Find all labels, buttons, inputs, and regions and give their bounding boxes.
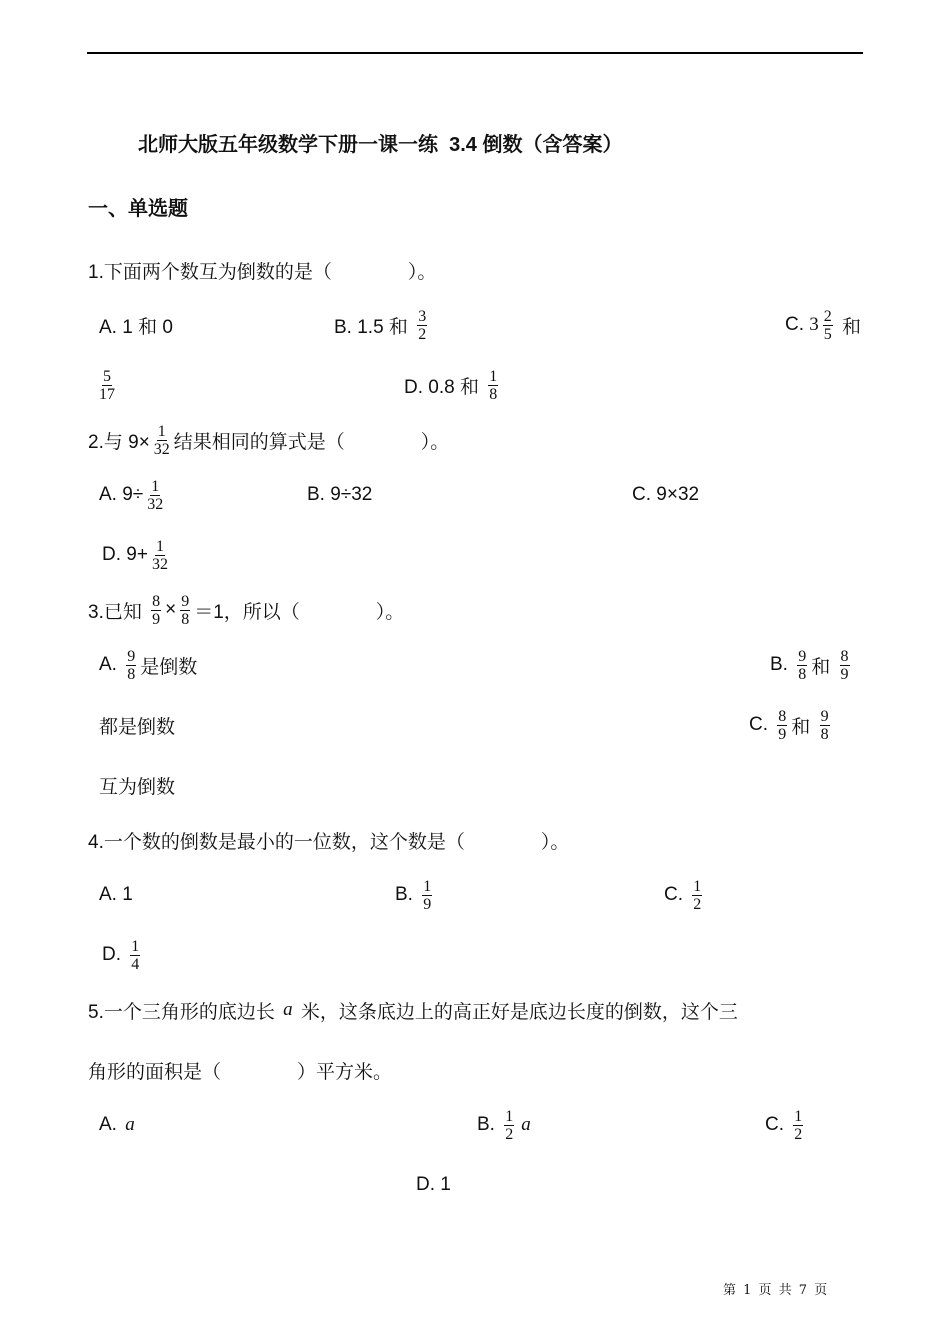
fraction: [417, 308, 427, 343]
text: C.: [664, 884, 689, 905]
text: ＝1，所以（ ）。: [194, 601, 405, 623]
text: ×: [165, 599, 177, 620]
fraction-numerator: 1: [505, 1107, 514, 1125]
text: C. 9×32: [632, 484, 700, 505]
question-3-option-b: [770, 645, 854, 685]
fraction-numerator: 1: [157, 422, 166, 440]
text: 4.一个数的倒数是最小的一位数，这个数是（ ）。: [88, 831, 570, 853]
fraction: [777, 708, 787, 743]
fraction-denominator: 8: [489, 385, 498, 403]
fraction: [130, 938, 140, 973]
text: D. 9+: [102, 544, 148, 565]
fraction: [147, 478, 163, 513]
fraction-numerator: 1: [131, 937, 140, 955]
question-4-stem: [88, 820, 569, 860]
question-1-option-d: [404, 365, 502, 405]
fraction-numerator: 1: [155, 537, 164, 555]
text: D. 1: [416, 1174, 451, 1195]
fraction-numerator: 8: [152, 592, 161, 610]
fraction-denominator: 8: [820, 725, 829, 743]
text: D. 0.8 和: [404, 376, 485, 398]
fraction-denominator: 8: [798, 665, 807, 683]
text: B. 9÷32: [307, 484, 373, 505]
question-4-option-c: [664, 875, 706, 915]
fraction: [692, 878, 702, 913]
fraction: [422, 878, 432, 913]
text: B.: [770, 654, 794, 675]
fraction-denominator: 2: [794, 1125, 803, 1143]
fraction-denominator: 2: [418, 325, 427, 343]
text: 和: [811, 656, 836, 678]
fraction-numerator: 1: [489, 367, 498, 385]
text: 5.一个三角形的底边长: [88, 1001, 281, 1023]
question-5-option-b: [477, 1105, 534, 1145]
fraction: [99, 368, 115, 403]
text: B. 1.5 和: [334, 316, 414, 338]
text: 互为倒数: [99, 776, 176, 798]
variable: a: [521, 1114, 531, 1135]
fraction-denominator: 32: [151, 555, 168, 573]
question-5-option-c: [765, 1105, 807, 1145]
question-3-option-c: [749, 705, 834, 745]
fraction-numerator: 9: [798, 647, 807, 665]
page-number: 第 1 页 共 7 页: [723, 1283, 828, 1298]
fraction: [504, 1108, 514, 1143]
question-2-option-d: [102, 535, 172, 575]
text: C.: [765, 1114, 790, 1135]
fraction-numerator: 9: [820, 707, 829, 725]
fraction: [797, 648, 807, 683]
text: 结果相同的算式是（ ）。: [173, 431, 450, 453]
text: C.: [785, 314, 810, 335]
document-title: [138, 122, 622, 162]
question-4-option-d: [102, 935, 144, 975]
question-2-option-b: [307, 475, 372, 515]
text: 北师大版五年级数学下册一课一练 3.4 倒数（含答案）: [138, 133, 623, 156]
fraction-denominator: 2: [693, 895, 702, 913]
text: 3.已知: [88, 601, 148, 623]
question-3-option-b-continued: [99, 705, 175, 745]
text: 2.与 9×: [88, 431, 150, 453]
question-1-option-b: [334, 305, 431, 345]
fraction-numerator: 2: [823, 307, 832, 325]
question-3-option-c-continued: [99, 765, 175, 805]
text: 角形的面积是（ ）平方米。: [88, 1061, 393, 1083]
question-3-option-a: [99, 645, 197, 685]
text: B.: [395, 884, 419, 905]
variable: a: [125, 1114, 135, 1135]
fraction-denominator: 9: [840, 665, 849, 683]
text: 和: [836, 316, 862, 338]
text: D.: [102, 944, 127, 965]
fraction-numerator: 1: [423, 877, 432, 895]
variable: a: [283, 999, 293, 1020]
fraction: [488, 368, 498, 403]
text: B.: [477, 1114, 501, 1135]
question-2-option-c: [632, 475, 699, 515]
question-5-stem-line-2: [88, 1050, 392, 1090]
question-4-option-a: [99, 875, 133, 915]
text: A. 1 和 0: [99, 316, 173, 338]
text: C.: [749, 714, 774, 735]
question-3-stem: [88, 590, 404, 630]
fraction-denominator: 32: [147, 495, 164, 513]
fraction-numerator: 1: [151, 477, 160, 495]
fraction: [126, 648, 136, 683]
text: 米，这条底边上的高正好是底边长度的倒数，这个三: [295, 1001, 738, 1023]
fraction-denominator: 17: [99, 385, 115, 403]
fraction-denominator: 2: [505, 1125, 514, 1143]
question-2-stem: [88, 420, 449, 460]
question-2-option-a: [99, 475, 167, 515]
section-heading: [88, 186, 188, 226]
question-5-option-a: [99, 1105, 138, 1145]
text: A. 9÷: [99, 484, 144, 505]
fraction-numerator: 9: [181, 592, 190, 610]
fraction-numerator: 8: [778, 707, 787, 725]
fraction: [793, 1108, 803, 1143]
text: A.: [99, 1114, 123, 1135]
text: A. 1: [99, 884, 133, 905]
header-rule: [87, 52, 863, 54]
fraction: [823, 308, 833, 343]
text: 都是倒数: [99, 716, 176, 738]
question-1-option-a: [99, 305, 173, 345]
text: 一、单选题: [88, 197, 188, 220]
fraction: [151, 593, 161, 628]
question-5-stem-line-1: [88, 990, 738, 1030]
fraction-denominator: 4: [131, 955, 140, 973]
text: 1.下面两个数互为倒数的是（ ）。: [88, 261, 437, 283]
fraction-numerator: 3: [418, 307, 427, 325]
fraction-denominator: 8: [127, 665, 136, 683]
fraction-denominator: 9: [423, 895, 432, 913]
fraction: [840, 648, 850, 683]
fraction-numerator: 1: [693, 877, 702, 895]
text: 是倒数: [140, 656, 198, 678]
question-4-option-b: [395, 875, 436, 915]
fraction: [820, 708, 830, 743]
fraction-numerator: 9: [127, 647, 136, 665]
fraction-denominator: 9: [152, 610, 161, 628]
text: 和: [791, 716, 816, 738]
fraction: [154, 423, 170, 458]
fraction-denominator: 9: [778, 725, 787, 743]
fraction-numerator: 1: [794, 1107, 803, 1125]
question-1-option-c-continued: [95, 365, 119, 405]
question-1-stem: [88, 250, 436, 290]
fraction-denominator: 32: [153, 440, 170, 458]
whole-number: 3: [809, 314, 819, 335]
fraction-numerator: 8: [840, 647, 849, 665]
fraction-numerator: 5: [103, 367, 111, 385]
fraction: [180, 593, 190, 628]
fraction: [152, 538, 168, 573]
fraction-denominator: 8: [181, 610, 190, 628]
fraction-denominator: 5: [823, 325, 832, 343]
text: A.: [99, 654, 123, 675]
question-1-option-c: [785, 305, 861, 345]
question-5-option-d: [416, 1165, 451, 1205]
